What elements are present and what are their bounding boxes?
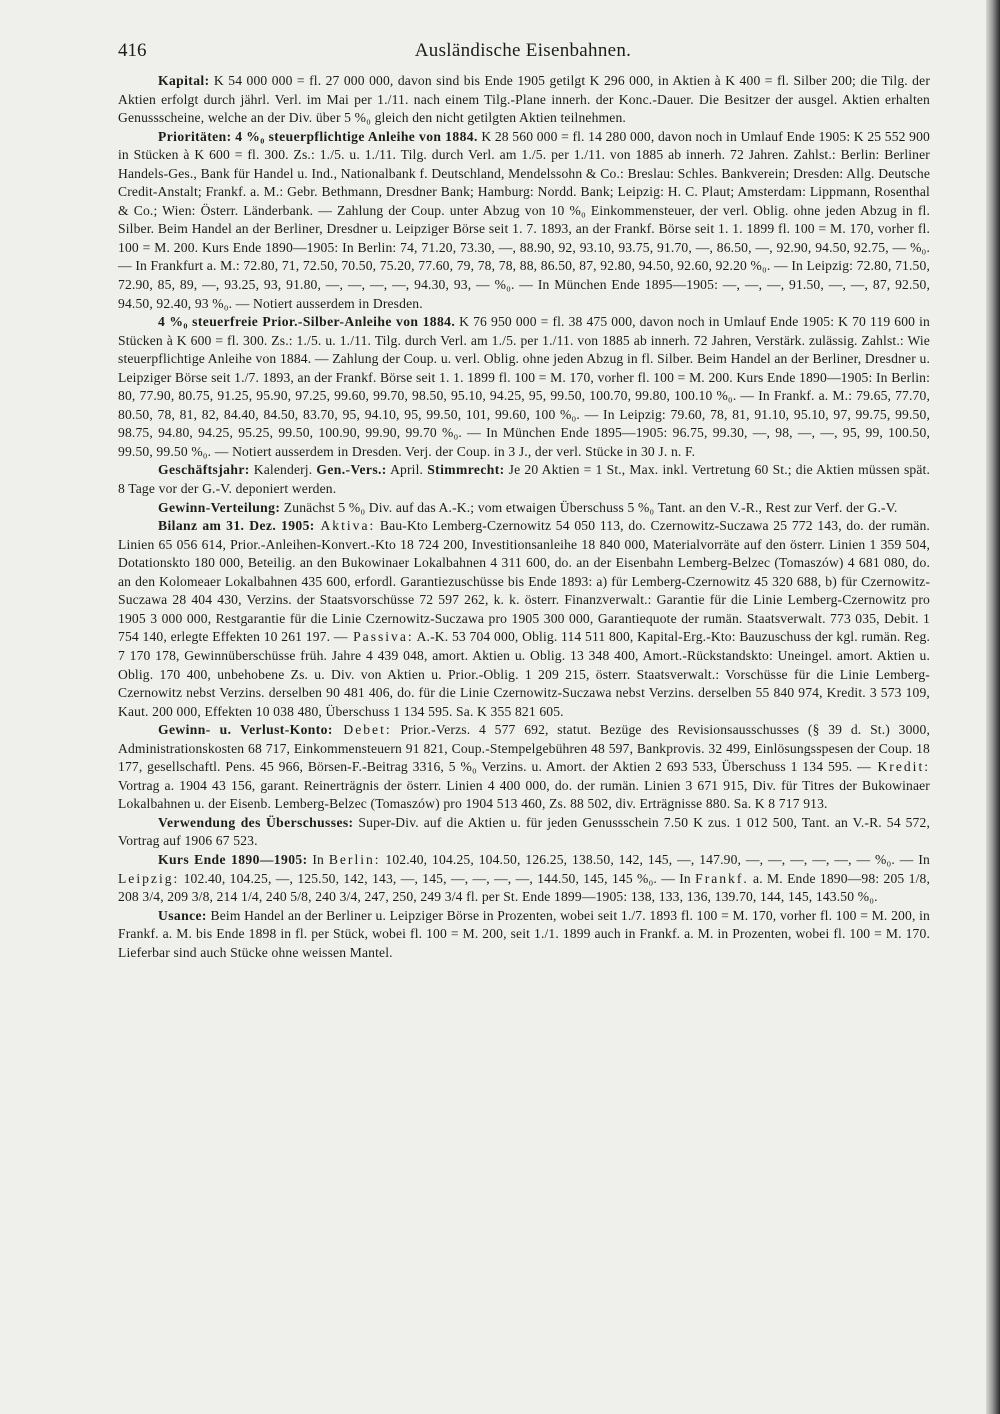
paragraph-prioritaeten [118, 128, 930, 313]
paragraph-gewinn-verteilung [118, 499, 930, 518]
text-silber-anleihe: K 76 950 000 = fl. 38 475 000, davon noch in Umlauf Ende 1905: K 70 119 600 in Stücken à K 600 = fl. 300. Zs.: 1./5. u. 1./11. Tilg. durch Verl. am 1./5. per 1./11. von 1885 ab innerh. 72 Jahren, Verstärk. zulässig. Zahlst.: Wie steuerpflichtige Anleihe von 1884. — Zahlung der Coup. u. verl. Oblig. ohne jeden Abzug in fl. Silber. Beim Handel an der Berliner, Dresdner u. Leipziger Börse seit 1./7. 1893, an der Frankf. Börse seit 1. 1. 1899 fl. 100 = M. 170, vorher fl. 100 = M. 200. Kurs Ende 1890—1905: In Berlin: 80, 77.90, 80.75, 91.25, 95.90, 97.25, 99.60, 99.70, 98.50, 95.10, 94.25, 95, 99.50, 100.70, 99.80, 100.10 %₀. — In Frankf. a. M.: 79.65, 77.70, 80.50, 78, 81, 82, 84.40, 84.50, 83.70, 95, 94.10, 95, 99.50, 101, 99.60, 100 %₀. — In Leipzig: 79.60, 78, 81, 91.10, 95.10, 97, 99.75, 99.50, 98.75, 94.80, 94.25, 95.25, 99.50, 100.90, 99.90, 99.70 %₀. — In München Ende 1895—1905: 96.75, 99.30, —, 98, —, —, 95, 99, 100.50, 99.50, 99.50 %₀. — Notiert ausserdem in Dresden. Verj. der Coup. in 3 J., der verl. Stücke in 30 J. n. F. [118, 314, 930, 459]
label-kredit: Kredit: [870, 759, 930, 775]
paragraph-bilanz [118, 517, 930, 721]
text-geschaeftsjahr: Kalenderj. [249, 462, 317, 478]
page-edge-shadow [986, 0, 1000, 1414]
text-kurs-leipzig: 102.40, 104.25, —, 125.50, 142, 143, —, 145, —, —, —, —, 144.50, 145, 145 %₀. — In [179, 870, 696, 886]
label-aktiva: Aktiva: [314, 518, 376, 534]
heading-usance: Usance: [158, 907, 207, 923]
heading-prioritaeten: Prioritäten: 4 %₀ steuerpflichtige Anleihe von 1884. [158, 128, 478, 144]
text-kurs-frankf: a. M. Ende 1890—98: 205 1/8, 208 3/4, 209 3/8, 214 1/4, 240 5/8, 240 3/4, 247, 250, 249 3/4 fl. per St. Ende 1899—1905: 138, 133, 136, 139.70, 144, 145, 143.50 %₀. [118, 870, 930, 905]
label-debet: Debet: [332, 722, 392, 738]
text-kredit: Vortrag a. 1904 43 156, garant. Reinerträgnis der österr. Linien 4 400 000, do. der rumän. Linien 3 671 915, Div. für Titres der Bukowinaer Lokalbahnen u. der Eisenb. Lemberg-Belzec (Tomaszów) pro 1904 513 460, Zs. 88 502, div. Erträgnisse 880. Sa. K 8 717 913. [118, 777, 930, 812]
section-title: Ausländische Eisenbahnen. [414, 40, 632, 61]
label-passiva: Passiva: [347, 629, 414, 645]
paragraph-geschaeftsjahr [118, 461, 930, 498]
text-usance: Beim Handel an der Berliner u. Leipziger Börse in Prozenten, wobei seit 1./7. 1893 fl. 100 = M. 170, vorher fl. 100 = M. 200, in Frankf. a. M. bis Ende 1898 in fl. per Stück, wobei fl. 100 = M. 200, seit 1./1. 1899 auch in Frankf. a. M. in Prozenten, wobei fl. 100 = M. 170. Lieferbar sind auch Stücke ohne weissen Mantel. [118, 907, 930, 960]
heading-geschaeftsjahr: Geschäftsjahr: [158, 462, 250, 478]
heading-stimmrecht: Stimmrecht: [427, 462, 505, 478]
paragraph-gewinn-verlust [118, 721, 930, 814]
paragraph-usance [118, 907, 930, 963]
heading-silber-anleihe: 4 %₀ steuerfreie Prior.-Silber-Anleihe von 1884. [158, 314, 456, 330]
paragraph-kurs [118, 851, 930, 907]
paragraph-verwendung [118, 814, 930, 851]
page-number: 416 [118, 40, 147, 61]
text-passiva: A.-K. 53 704 000, Oblig. 114 511 800, Kapital-Erg.-Kto: Bauzuschuss der kgl. rumän. Reg. 7 170 178, Gewinnüberschüsse früh. Jahre 4 439 048, amort. Aktien u. Oblig. 13 348 400, Amort.-Rückstandskto: Uneingel. amort. Aktien u. Oblig. 170 400, unbehobene Zs. u. Div. von Aktien u. Prior.-Oblig. 1 209 215, österr. Staatsverwalt.: Vorschüsse für die Linie Lemberg-Czernowitz nebst Verzins. derselben 90 481 406, do. für die Linie Czernowitz-Suczawa nebst Verzins. derselben 55 840 974, Kredit. 3 573 109, Kaut. 200 000, Effekten 10 038 480, Überschuss 1 134 595. Sa. K 355 821 605. [118, 629, 931, 719]
heading-verwendung: Verwendung des Überschusses: [158, 814, 354, 830]
text-debet: Prior.-Verzs. 4 577 692, statut. Bezüge des Revisionsausschusses (§ 39 d. St.) 3000, Administrationskosten 68 717, Einkommensteuern 91 821, Coup.-Stempelgebühren 48 597, Bankprovis. 32 499, Einlösungsspesen der Coup. 18 177, gesellschaftl. Pens. 45 966, Börsen-F.-Beitrag 3316, 5 %₀ Verzins. u. Amort. der Aktien 2 693 533, Überschuss 1 134 595. — [118, 722, 930, 775]
paragraph-kapital [118, 72, 930, 128]
label-leipzig: Leipzig: [118, 870, 180, 886]
text-gewinn-verteilung: Zunächst 5 %₀ Div. auf das A.-K.; vom etwaigen Überschuss 5 %₀ Tant. an den V.-R., Rest zur Verf. der G.-V. [280, 499, 898, 515]
text-kapital: K 54 000 000 = fl. 27 000 000, davon sind bis Ende 1905 getilgt K 296 000, in Aktien à K 400 = fl. Silber 200; die Tilg. der Aktien erfolgt durch jährl. Verl. im Mai per 1./11. nach einem Tilg.-Plane innerh. der Konc.-Dauer. Die Besitzer der ausgel. Aktien erhalten Genussscheine, welche an der Div. über 5 %₀ gleich den nicht getilgten Aktien teilnehmen. [118, 73, 930, 126]
text-verwendung: Super-Div. auf die Aktien u. für jeden Genussschein 7.50 K zus. 1 012 500, Tant. an V.-R. 54 572, Vortrag auf 1906 67 523. [118, 814, 930, 849]
heading-kapital: Kapital: [158, 73, 210, 88]
text-aktiva: Bau-Kto Lemberg-Czernowitz 54 050 113, do. Czernowitz-Suczawa 25 772 143, do. der rumän. Linien 65 056 614, Prior.-Anleihen-Konvert.-Kto 18 724 200, Investitionsanleihe 18 840 000, Materialvorräte auf den österr. Linien 1 359 504, Dotationskto 180 000, Beteilig. an den Bukowinaer Lokalbahnen 4 311 600, do. an der Eisenbahn Lemberg-Belzec (Tomaszów) 4 681 080, do. an den Kolomeaer Lokalbahnen 435 600, erfordl. Garantiezuschüsse bis Ende 1893: a) für Lemberg-Czernowitz 45 320 688, b) für Czernowitz-Suczawa 28 404 430, Verzins. der Staatsvorschüsse 72 597 262, k. k. österr. Finanzverwalt.: Garantie für die Linie Lemberg-Czernowitz pro 1905 3 000 000, Restgarantie für die Linie Czernowitz-Suczawa pro 1905 300 000, Garantiequote der rumän. Staatsverwalt. 773 035, Debit. 1 754 140, erlegte Effekten 10 261 197. — [118, 518, 930, 645]
running-head [118, 40, 928, 64]
text-kurs-berlin: 102.40, 104.25, 104.50, 126.25, 138.50, 142, 145, —, 147.90, —, —, —, —, —, — %₀. — In [380, 851, 930, 867]
label-frankf: Frankf. [695, 870, 749, 886]
paragraph-silber-anleihe [118, 313, 930, 461]
heading-bilanz: Bilanz am 31. Dez. 1905: [158, 518, 315, 534]
text-gen-vers: April. [386, 462, 428, 478]
heading-gewinn-verteilung: Gewinn-Verteilung: [158, 499, 281, 515]
heading-kurs: Kurs Ende 1890—1905: [158, 851, 308, 867]
heading-gen-vers: Gen.-Vers.: [316, 462, 387, 478]
heading-gewinn-verlust: Gewinn- u. Verlust-Konto: [158, 722, 333, 738]
text-stimmrecht: Je 20 Aktien = 1 St., Max. inkl. Vertretung 60 St.; die Aktien müssen spät. 8 Tage vor der G.-V. deponiert werden. [118, 462, 931, 497]
document-body [118, 72, 930, 962]
text-prioritaeten: K 28 560 000 = fl. 14 280 000, davon noch in Umlauf Ende 1905: K 25 552 900 in Stücken à K 600 = fl. 300. Zs.: 1./5. u. 1./11. Tilg. durch Verl. am 1./5. per 1./11. von 1885 ab innerh. 72 Jahren. Zahlst.: Berlin: Berliner Handels-Ges., Bank für Handel u. Ind., Nationalbank f. Deutschland, Mendelssohn & Co.: Breslau: Schles. Bankverein; Dresden: Allg. Deutsche Credit-Anstalt; Frankf. a. M.: Gebr. Bethmann, Dresdner Bank; Hamburg: Nordd. Bank; Leipzig: H. C. Plaut; Amsterdam: Lippmann, Rosenthal & Co.; Wien: Österr. Länderbank. — Zahlung der Coup. unter Abzug von 10 %₀ Einkommensteuer, der verl. Oblig. ohne jeden Abzug in fl. Silber. Beim Handel an der Berliner, Dresdner u. Leipziger Börse seit 1. 7. 1893, an der Frankf. Börse seit 1. 1. 1899 fl. 100 = M. 170, vorher fl. 100 = M. 200. Kurs Ende 1890—1905: In Berlin: 74, 71.20, 73.30, —, 88.90, 92, 93.10, 93.75, 91.70, —, 86.50, —, 92.90, 94.50, 92.75, — %₀. — In Frankfurt a. M.: 72.80, 71, 72.50, 70.50, 75.20, 77.60, 79, 78, 78, 88, 86.50, 87, 92.80, 94.50, 92.60, 92.20 %₀. — In Leipzig: 72.80, 71.50, 72.90, 85, 89, —, 93.25, 93, 91.80, —, —, —, —, 94.30, 93, — %₀. — In München Ende 1895—1905: —, —, —, 91.50, —, —, 87, 92.50, 94.50, 92.40, 93 %₀. — Notiert ausserdem in Dresden. [118, 128, 930, 311]
label-berlin: Berlin: [328, 851, 381, 867]
text-kurs-intro: In [307, 851, 329, 867]
